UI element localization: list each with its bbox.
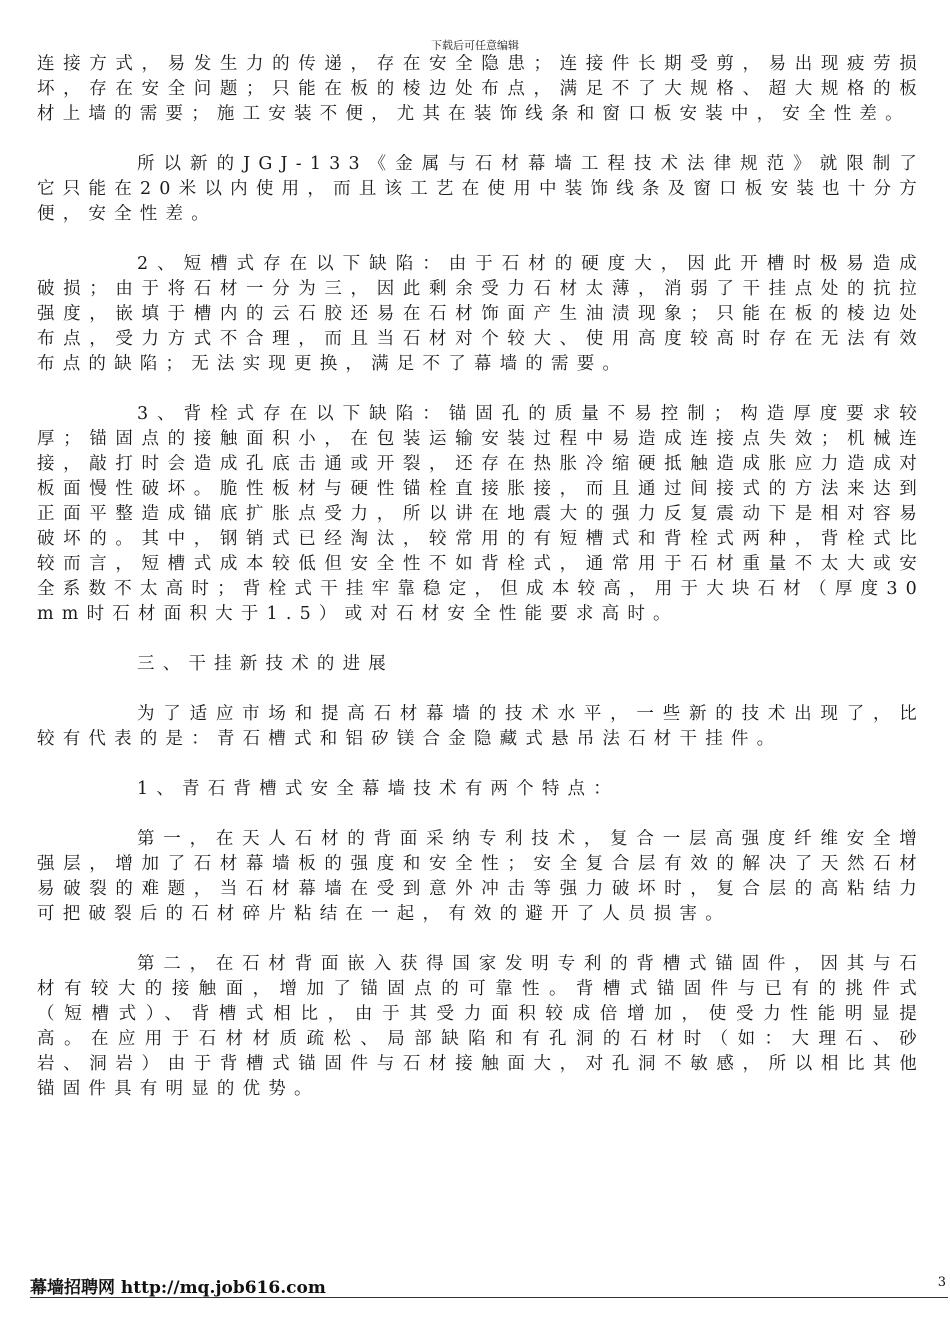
page-number: 3 [937,1275,946,1290]
document-body [37,52,925,1127]
subheading-bluestone-features: 1、青石背槽式安全幕墙技术有两个特点： [137,779,619,799]
paragraph-continuation: 连接方式，易发生力的传递，存在安全隐患；连接件长期受剪，易出现疲劳损坏，存在安全问题；只能在板的棱边处布点，满足不了大规格、超大规格的板材上墙的需要；施工安装不便，尤其在装饰线条和窗口板安装中，安全性差。 [37,54,925,124]
section-heading-new-tech: 三、干挂新技术的进展 [137,654,394,674]
footer-site-link[interactable]: 幕墙招聘网 http://mq.job616.com [30,1278,326,1298]
paragraph-feature-two: 第二，在石材背面嵌入获得国家发明专利的背槽式锚固件，因其与石材有较大的接触面，增加了锚固点的可靠性。背槽式锚固件与已有的挑件式（短槽式）、背槽式相比，由于其受力面积较成倍增加，使受力性能明显提高。在应用于石材材质疏松、局部缺陷和有孔洞的石材时（如：大理石、砂岩、洞岩）由于背槽式锚固件与石材接触面大，对孔洞不敏感，所以相比其他锚固件具有明显的优势。 [37,954,925,1099]
paragraph-back-bolt-defects: 3、背栓式存在以下缺陷：锚固孔的质量不易控制；构造厚度要求较厚；锚固点的接触面积小，在包装运输安装过程中易造成连接点失效；机械连接，敲打时会造成孔底击通或开裂，还存在热胀冷缩硬抵触造成胀应力造成对板面慢性破坏。脆性板材与硬性锚栓直接胀接，而且通过间接式的方法来达到正面平整造成锚底扩胀点受力，所以讲在地震大的强力反复震动下是相对容易破坏的。其中，钢销式已经淘汰，较常用的有短槽式和背栓式两种，背栓式比较而言，短槽式成本较低但安全性不如背栓式，通常用于石材重量不太大或安全系数不太高时；背栓式干挂牢靠稳定，但成本较高，用于大块石材（厚度30mm时石材面积大于1.5）或对石材安全性能要求高时。 [37,404,925,624]
paragraph-feature-one: 第一，在天人石材的背面采纳专利技术，复合一层高强度纤维安全增强层，增加了石材幕墙板的强度和安全性；安全复合层有效的解决了天然石材易破裂的难题，当石材幕墙在受到意外冲击等强力破坏时，复合层的高粘结力可把破裂后的石材碎片粘结在一起，有效的避开了人员损害。 [37,829,925,924]
paragraph-new-tech-intro: 为了适应市场和提高石材幕墙的技术水平，一些新的技术出现了，比较有代表的是：青石槽式和铝矽镁合金隐藏式悬吊法石材干挂件。 [37,704,925,749]
page-header-note: 下载后可任意编辑 [431,39,519,52]
paragraph-short-slot-defects: 2、短槽式存在以下缺陷：由于石材的硬度大，因此开槽时极易造成破损；由于将石材一分为三，因此剩余受力石材太薄，消弱了干挂点处的抗拉强度，嵌填于槽内的云石胶还易在石材饰面产生油渍现象；只能在板的棱边处布点，受力方式不合理，而且当石材对个较大、使用高度较高时存在无法有效布点的缺陷；无法实现更换，满足不了幕墙的需要。 [37,254,925,374]
page-footer [30,1273,948,1298]
paragraph-jgj-133: 所以新的JGJ-133《金属与石材幕墙工程技术法律规范》就限制了它只能在20米以内使用，而且该工艺在使用中装饰线条及窗口板安装也十分方便，安全性差。 [37,154,925,224]
